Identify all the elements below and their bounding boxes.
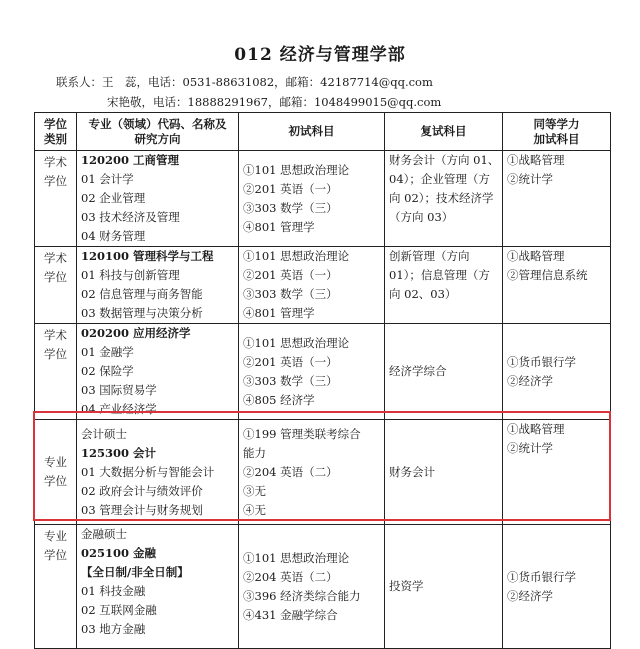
major-cell [77, 247, 239, 324]
degree-name: 金融硕士 [81, 527, 127, 541]
direction: 02 信息管理与商务智能 [81, 287, 203, 301]
direction: 03 地方金融 [81, 622, 146, 636]
degree-cell: 专业 学位 [35, 525, 77, 649]
major-code: 120100 管理科学与工程 [81, 249, 214, 263]
initial-exam-cell: ①101 思想政治理论 ②201 英语（一） ③303 数学（三） ④801 管理学 [239, 247, 385, 324]
direction: 01 科技金融 [81, 584, 146, 598]
table-row [35, 151, 611, 247]
direction: 01 科技与创新管理 [81, 268, 180, 282]
initial-exam-cell: ①101 思想政治理论 ②204 英语（二） ③396 经济类综合能力 ④431 金融学综合 [239, 525, 385, 649]
initial-exam-cell: ①199 管理类联考综合 能力 ②204 英语（二） ③无 ④无 [239, 420, 385, 525]
direction: 04 财务管理 [81, 229, 146, 243]
header-initial-exam: 初试科目 [239, 113, 385, 151]
major-code: 125300 会计 [81, 445, 157, 460]
major-code: 020200 应用经济学 [81, 326, 191, 340]
direction: 01 金融学 [81, 345, 134, 359]
degree-cell: 学术 学位 [35, 324, 77, 420]
initial-exam-cell: ①101 思想政治理论 ②201 英语（一） ③303 数学（三） ④801 管理学 [239, 151, 385, 247]
header-major: 专业（领域）代码、名称及 研究方向 [77, 113, 239, 151]
equivalent-cell: ①战略管理 ②统计学 [503, 420, 611, 525]
degree-name: 会计硕士 [81, 426, 127, 441]
admission-catalog-table [34, 112, 611, 649]
retest-cell: 财务会计（方向 01、 04）；企业管理（方 向 02）；技术经济学 （方向 03） [385, 151, 503, 247]
major-cell [77, 525, 239, 649]
direction: 02 政府会计与绩效评价 [81, 483, 203, 498]
direction: 03 国际贸易学 [81, 383, 157, 397]
direction: 02 企业管理 [81, 191, 146, 205]
direction: 04 产业经济学 [81, 402, 157, 416]
degree-cell: 学术 学位 [35, 247, 77, 324]
direction: 03 数据管理与决策分析 [81, 306, 203, 320]
equivalent-cell: ①战略管理 ②统计学 [503, 151, 611, 247]
direction: 01 大数据分析与智能会计 [81, 464, 215, 479]
direction: 03 技术经济及管理 [81, 210, 180, 224]
table-row [35, 247, 611, 324]
degree-cell: 学术 学位 [35, 151, 77, 247]
equivalent-cell: ①货币银行学 ②经济学 [503, 525, 611, 649]
major-cell [77, 420, 239, 525]
retest-cell: 投资学 [385, 525, 503, 649]
degree-cell: 专业 学位 [35, 420, 77, 525]
header-degree: 学位 类别 [35, 113, 77, 151]
table-row [35, 420, 611, 525]
retest-cell: 财务会计 [385, 420, 503, 525]
study-mode: 【全日制/非全日制】 [81, 565, 189, 579]
equivalent-cell: ①战略管理 ②管理信息系统 [503, 247, 611, 324]
major-cell [77, 151, 239, 247]
major-cell [77, 324, 239, 420]
table-row [35, 525, 611, 649]
page-title: 012 经济与管理学部 [234, 45, 406, 65]
direction: 03 管理会计与财务规划 [81, 502, 203, 517]
major-code: 120200 工商管理 [81, 153, 180, 167]
header-retest: 复试科目 [385, 113, 503, 151]
header-equivalent: 同等学力 加试科目 [503, 113, 611, 151]
contact-line-1: 联系人：王 蕊，电话：0531-88631082，邮箱：42187714@qq.com [56, 75, 433, 89]
direction: 01 会计学 [81, 172, 134, 186]
retest-cell: 创新管理（方向 01）；信息管理（方 向 02、03） [385, 247, 503, 324]
initial-exam-cell: ①101 思想政治理论 ②201 英语（一） ③303 数学（三） ④805 经济学 [239, 324, 385, 420]
table-row [35, 324, 611, 420]
retest-cell: 经济学综合 [385, 324, 503, 420]
direction: 02 互联网金融 [81, 603, 157, 617]
table-header-row [35, 113, 611, 151]
contact-line-2: 宋艳敬，电话：18888291967，邮箱：1048499015@qq.com [107, 95, 442, 109]
major-code: 025100 金融 [81, 546, 157, 560]
direction: 02 保险学 [81, 364, 134, 378]
equivalent-cell: ①货币银行学 ②经济学 [503, 324, 611, 420]
